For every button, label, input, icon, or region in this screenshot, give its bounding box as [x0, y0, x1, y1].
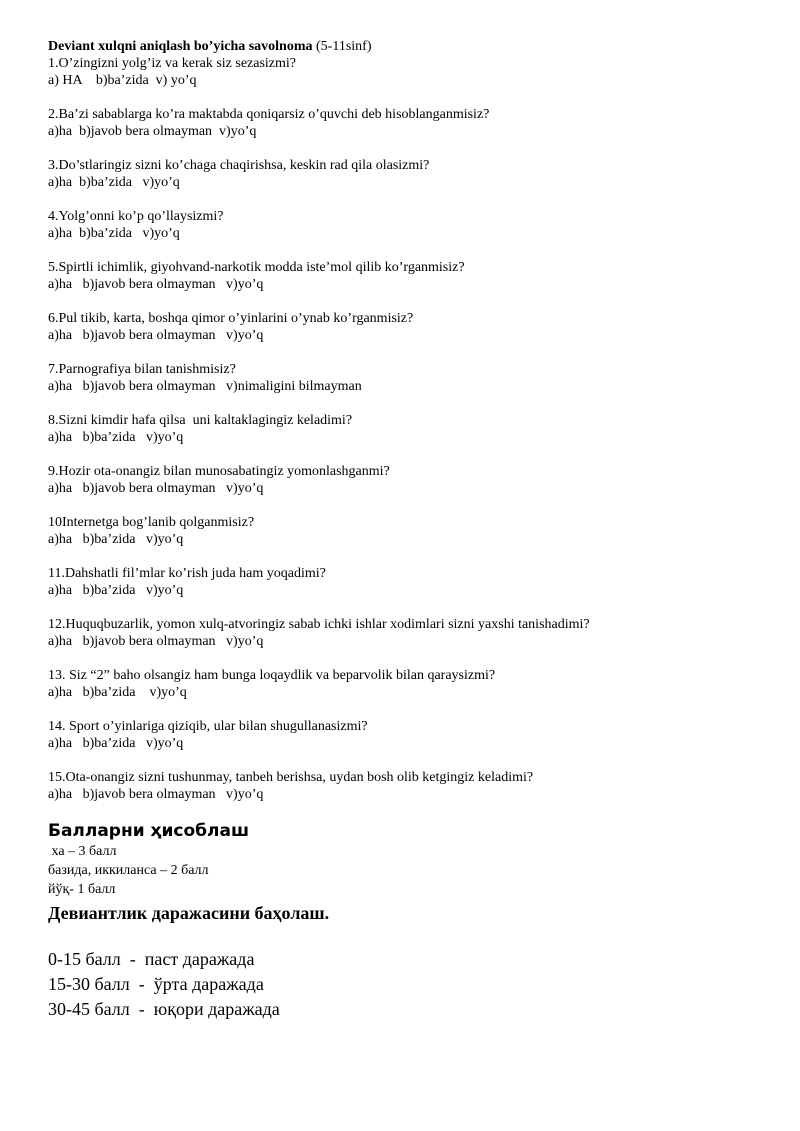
- question-text: 15.Ota-onangiz sizni tushunmay, tanbeh berishsa, uydan bosh olib ketgingiz keladimi?: [48, 770, 534, 785]
- answer-options: a)ha b)ba’zida v)yo’q: [48, 583, 184, 598]
- scoring-line-yes: ха – 3 балл: [48, 844, 117, 859]
- answer-options: a)ha b)javob bera olmayman v)nimaligini bilmayman: [48, 379, 362, 394]
- question-text: 14. Sport o’yinlariga qiziqib, ular bilan shugullanasizmi?: [48, 719, 368, 734]
- scoring-title: Балларни ҳисоблаш: [48, 821, 250, 841]
- answer-options: a)ha b)ba’zida v)yo’q: [48, 532, 184, 547]
- answer-options: a)ha b)javob bera olmayman v)yo’q: [48, 481, 264, 496]
- question-block: [48, 361, 768, 395]
- question-block: [48, 55, 768, 89]
- answer-options: a)ha b)ba’zida v)yo’q: [48, 736, 184, 751]
- question-block: [48, 565, 768, 599]
- answer-options: a)ha b)ba’zida v)yo’q: [48, 226, 180, 241]
- question-list: [48, 55, 768, 803]
- title-grade-range: (5-11sinf): [312, 39, 372, 54]
- question-block: [48, 667, 768, 701]
- question-block: [48, 463, 768, 497]
- question-text: 8.Sizni kimdir hafa qilsa uni kaltaklagingiz keladimi?: [48, 413, 353, 428]
- evaluation-title: Девиантлик даражасини баҳолаш.: [48, 903, 330, 923]
- title-bold: Deviant xulqni aniqlash bo’yicha savolnoma: [48, 39, 313, 54]
- level-high: 30-45 балл - юқори даражада: [48, 999, 280, 1019]
- question-text: 9.Hozir ota-onangiz bilan munosabatingiz yomonlashganmi?: [48, 464, 390, 479]
- question-block: [48, 769, 768, 803]
- question-text: 1.O’zingizni yolg’iz va kerak siz sezasizmi?: [48, 56, 297, 71]
- answer-options: a)ha b)javob bera olmayman v)yo’q: [48, 328, 264, 343]
- level-low: 0-15 балл - паст даражада: [48, 949, 255, 969]
- question-text: 12.Huquqbuzarlik, yomon xulq-atvoringiz sabab ichki ishlar xodimlari sizni yaxshi tanishadimi?: [48, 617, 590, 632]
- answer-options: a)ha b)javob bera olmayman v)yo’q: [48, 634, 264, 649]
- answer-options: a)ha b)javob bera olmayman v)yo’q: [48, 787, 264, 802]
- question-block: [48, 106, 768, 140]
- answer-options: a)ha b)javob bera olmayman v)yo’q: [48, 277, 264, 292]
- answer-options: a)ha b)ba’zida v)yo’q: [48, 175, 180, 190]
- level-medium: 15-30 балл - ўрта даражада: [48, 974, 264, 994]
- question-block: [48, 208, 768, 242]
- scoring-line-sometimes: базида, иккиланса – 2 балл: [48, 863, 209, 878]
- document-title: [48, 38, 768, 55]
- question-text: 2.Ba’zi sabablarga ko’ra maktabda qoniqarsiz o’quvchi deb hisoblanganmisiz?: [48, 107, 490, 122]
- question-text: 5.Spirtli ichimlik, giyohvand-narkotik modda iste’mol qilib ko’rganmisiz?: [48, 260, 465, 275]
- question-block: [48, 157, 768, 191]
- answer-options: a)ha b)javob bera olmayman v)yo’q: [48, 124, 257, 139]
- question-text: 3.Do’stlaringiz sizni ko’chaga chaqirishsa, keskin rad qila olasizmi?: [48, 158, 430, 173]
- question-block: [48, 514, 768, 548]
- question-text: 7.Parnografiya bilan tanishmisiz?: [48, 362, 236, 377]
- answer-options: a)ha b)ba’zida v)yo’q: [48, 685, 187, 700]
- question-block: [48, 616, 768, 650]
- questionnaire-page: [48, 38, 768, 1022]
- question-block: [48, 412, 768, 446]
- answer-options: a) HA b)ba’zida v) yo’q: [48, 73, 197, 88]
- question-block: [48, 259, 768, 293]
- question-text: 11.Dahshatli fil’mlar ko’rish juda ham yoqadimi?: [48, 566, 326, 581]
- scoring-line-no: йўқ- 1 балл: [48, 882, 116, 897]
- question-text: 10Internetga bog’lanib qolganmisiz?: [48, 515, 255, 530]
- question-block: [48, 310, 768, 344]
- question-text: 6.Pul tikib, karta, boshqa qimor o’yinlarini o’ynab ko’rganmisiz?: [48, 311, 414, 326]
- question-block: [48, 718, 768, 752]
- question-text: 4.Yolg’onni ko’p qo’llaysizmi?: [48, 209, 224, 224]
- question-text: 13. Siz “2” baho olsangiz ham bunga loqaydlik va beparvolik bilan qaraysizmi?: [48, 668, 496, 683]
- answer-options: a)ha b)ba’zida v)yo’q: [48, 430, 184, 445]
